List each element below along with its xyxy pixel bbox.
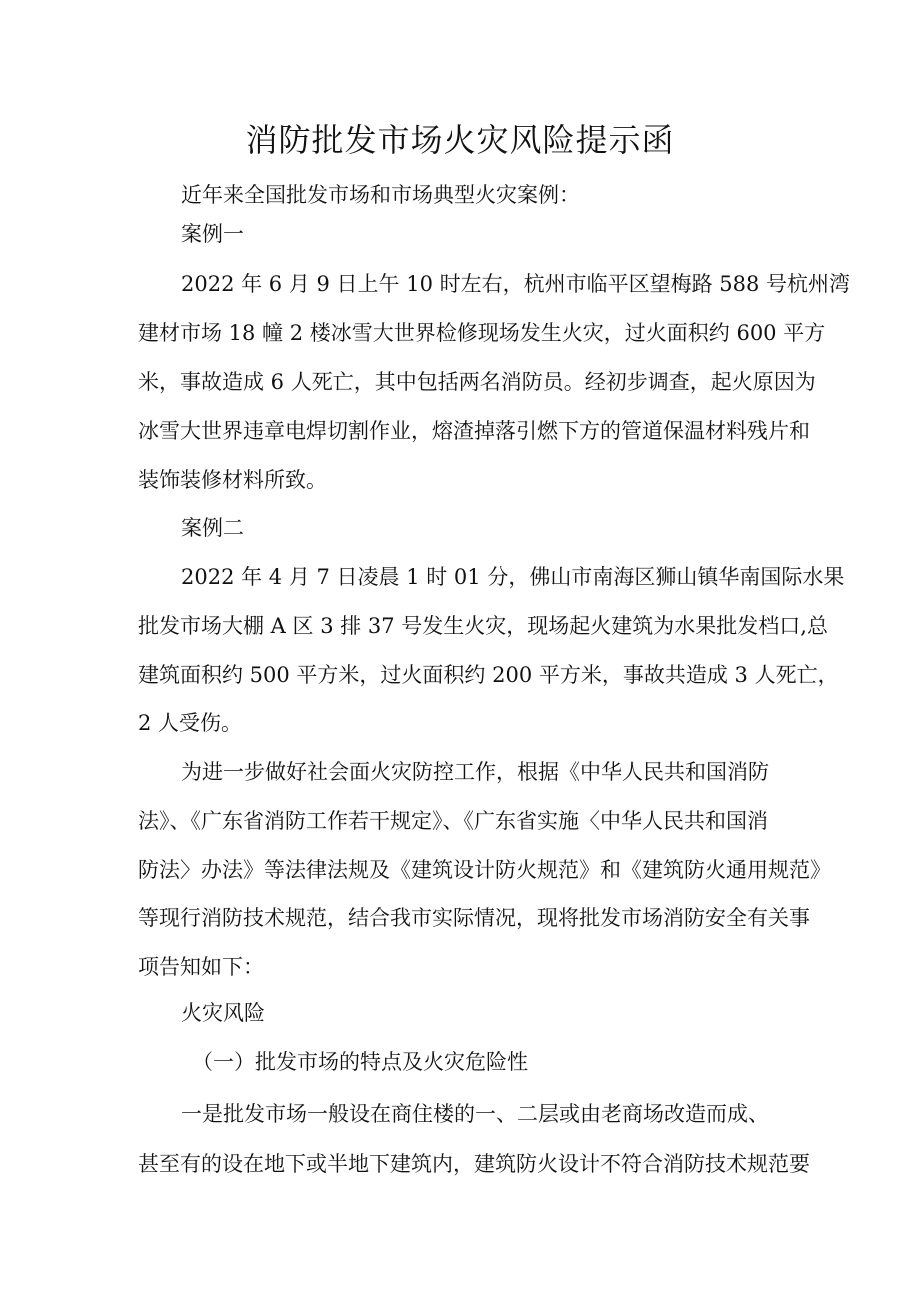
paragraph-line: 2022 年 4 月 7 日凌晨 1 时 01 分，佛山市南海区狮山镇华南国际水果 <box>181 565 845 589</box>
paragraph-line: 等现行消防技术规范，结合我市实际情况，现将批发市场消防安全有关事 <box>138 906 810 930</box>
paragraph-line: 建材市场 18 幢 2 楼冰雪大世界检修现场发生火灾，过火面积约 600 平方 <box>138 321 826 345</box>
section-heading: 火灾风险 <box>181 1001 265 1025</box>
case-heading: 案例一 <box>181 222 244 246</box>
document-title: 消防批发市场火灾风险提示函 <box>245 121 675 159</box>
paragraph-line: 装饰装修材料所致。 <box>138 468 327 492</box>
subsection-heading: （一）批发市场的特点及火灾危险性 <box>192 1050 528 1074</box>
paragraph-line: 米，事故造成 6 人死亡，其中包括两名消防员。经初步调查，起火原因为 <box>138 370 816 394</box>
paragraph-line: 防法〉办法》等法律法规及《建筑设计防火规范》和《建筑防火通用规范》 <box>138 858 831 882</box>
paragraph-line: 2 人受伤。 <box>138 711 243 735</box>
paragraph-line: 为进一步做好社会面火灾防控工作，根据《中华人民共和国消防 <box>181 760 769 784</box>
paragraph-line: 法》、《广东省消防工作若干规定》、《广东省实施〈中华人民共和国消 <box>138 809 768 833</box>
paragraph-line: 甚至有的设在地下或半地下建筑内，建筑防火设计不符合消防技术规范要 <box>138 1152 810 1176</box>
paragraph-line: 项告知如下： <box>138 955 264 979</box>
case-heading: 案例二 <box>181 516 244 540</box>
paragraph-line: 批发市场大棚 A 区 3 排 37 号发生火灾，现场起火建筑为水果批发档口,总 <box>138 614 828 638</box>
paragraph-line: 一是批发市场一般设在商住楼的一、二层或由老商场改造而成、 <box>181 1102 769 1126</box>
paragraph-line: 建筑面积约 500 平方米，过火面积约 200 平方米，事故共造成 3 人死亡， <box>138 663 839 687</box>
paragraph-line: 近年来全国批发市场和市场典型火灾案例： <box>181 183 580 207</box>
paragraph-line: 2022 年 6 月 9 日上午 10 时左右，杭州市临平区望梅路 588 号杭州湾 <box>181 272 851 296</box>
paragraph-line: 冰雪大世界违章电焊切割作业，熔渣掉落引燃下方的管道保温材料残片和 <box>138 419 810 443</box>
